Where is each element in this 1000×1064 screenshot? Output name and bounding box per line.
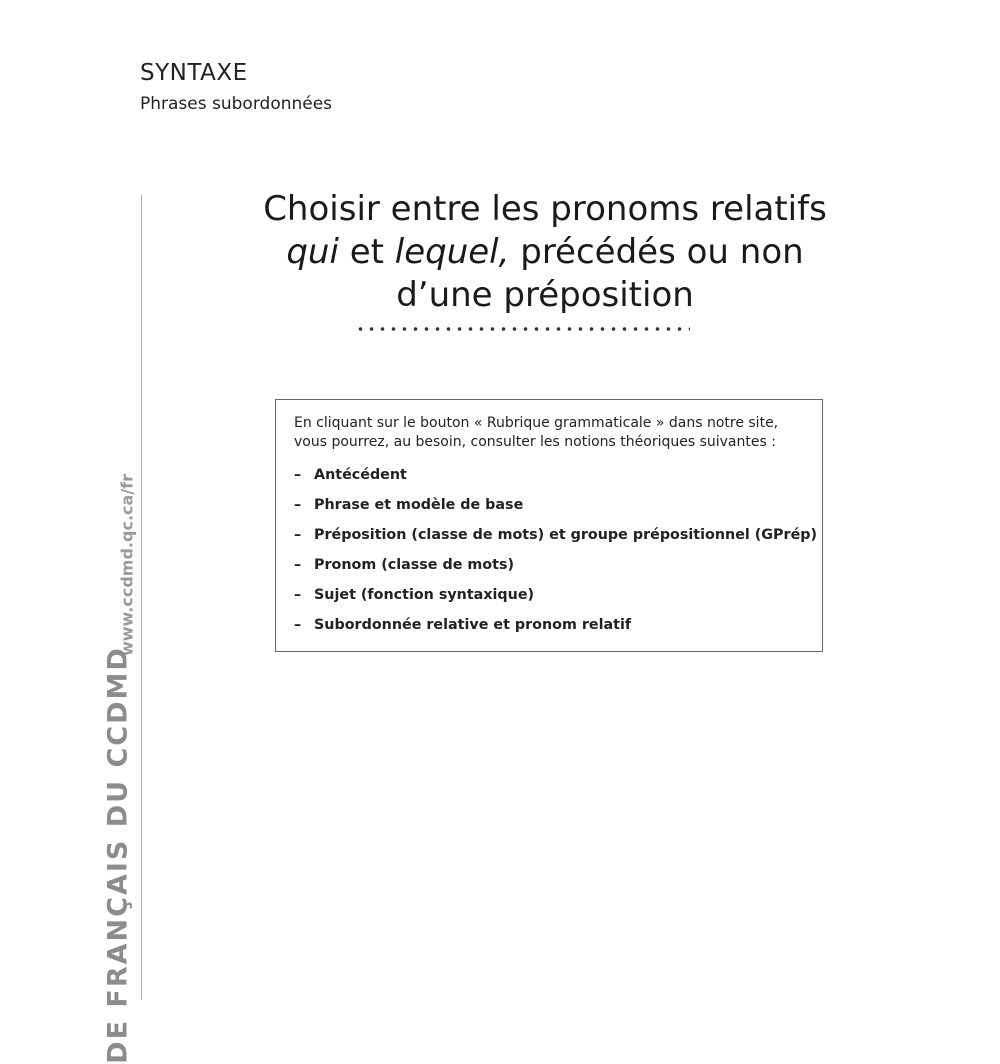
- info-intro-line-2: vous pourrez, au besoin, consulter les notions théoriques suivantes :: [294, 434, 776, 450]
- list-dash: –: [294, 557, 302, 573]
- list-dash: –: [294, 587, 302, 603]
- title-lequel: lequel,: [394, 232, 510, 272]
- title-et: et: [338, 232, 395, 272]
- section-title: SYNTAXE: [140, 60, 248, 86]
- list-item: [294, 580, 804, 610]
- info-intro: [294, 414, 804, 452]
- notion-label: Préposition (classe de mots) et groupe prépositionnel (GPrép): [314, 527, 818, 543]
- title-precedes: précédés ou non: [509, 232, 804, 272]
- list-dash: –: [294, 497, 302, 513]
- title-qui: qui: [286, 232, 339, 272]
- section-subtitle: Phrases subordonnées: [140, 94, 333, 114]
- notion-label: Pronom (classe de mots): [314, 557, 514, 573]
- notion-label: Subordonnée relative et pronom relatif: [314, 617, 632, 633]
- title-line-3: d’une préposition: [396, 275, 694, 315]
- list-item: [294, 550, 804, 580]
- title-dotted-rule: [355, 325, 690, 333]
- list-dash: –: [294, 617, 302, 633]
- notion-label: Antécédent: [314, 467, 407, 483]
- page-title: [260, 188, 830, 317]
- info-intro-line-1: En cliquant sur le bouton « Rubrique grammaticale » dans notre site,: [294, 415, 779, 431]
- left-divider: [141, 195, 142, 1000]
- title-line-1: Choisir entre les pronoms relatifs: [263, 189, 827, 229]
- sidebar-url: www.ccdmd.qc.ca/fr: [117, 473, 137, 657]
- list-item: [294, 460, 804, 490]
- title-line-2: [260, 231, 830, 274]
- notion-label: Phrase et modèle de base: [314, 497, 524, 513]
- list-item: [294, 520, 818, 550]
- notions-list: [294, 460, 818, 640]
- notion-label: Sujet (fonction syntaxique): [314, 587, 535, 603]
- list-dash: –: [294, 527, 302, 543]
- info-box: [275, 399, 823, 652]
- list-item: [294, 490, 804, 520]
- list-dash: –: [294, 467, 302, 483]
- sidebar-brand: DE FRANÇAIS DU CCDMD: [102, 646, 134, 1064]
- list-item: [294, 610, 804, 640]
